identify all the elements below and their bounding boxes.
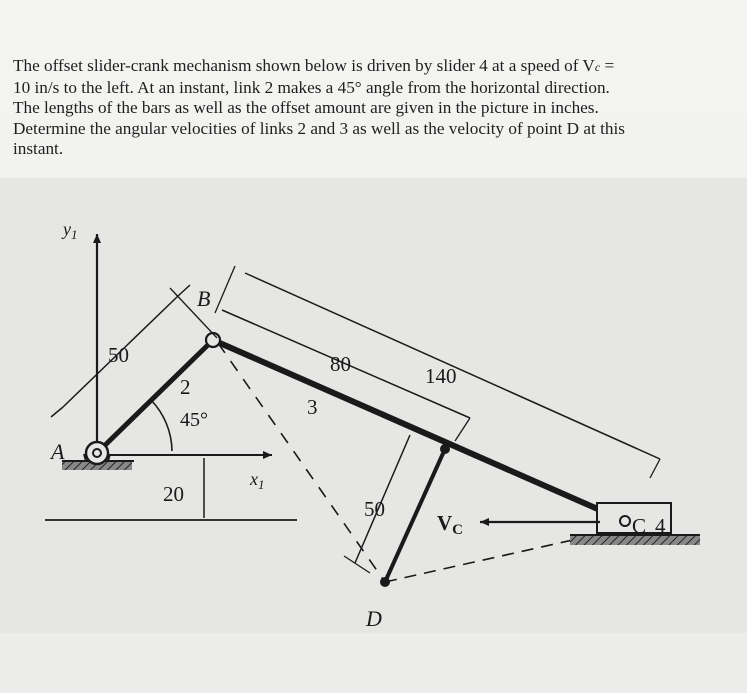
link-3-coupler [213,340,625,521]
joint-on-coupler [440,444,450,454]
problem-statement [13,56,738,160]
problem-line-2: 10 in/s to the left. At an instant, link 2 makes a 45° angle from the horizontal direction. [13,77,610,97]
label-C: C [632,514,647,538]
label-4: 4 [655,514,666,538]
speed-sub: c [594,60,601,74]
mechanism-svg [0,178,747,633]
pin-C [620,516,630,526]
label-x1: $x_1$ [250,469,265,492]
problem-line-3: The lengths of the bars as well as the offset amount are given in the picture in inches. [13,98,599,117]
mechanism-figure [0,178,747,633]
label-link-3: 3 [307,395,318,419]
point-D-dot [380,577,390,587]
problem-line-5: instant. [13,139,64,158]
label-B: B [197,286,211,311]
dashed-line-CD [385,535,595,582]
angle-arc-45 [151,400,172,451]
label-y1: $y_1$ [63,219,78,242]
link-3-arm-D [385,449,445,582]
label-Vc: VC [437,511,464,538]
pin-A-inner [93,449,101,457]
label-link-2: 2 [180,375,191,399]
label-D: D [366,606,382,631]
pin-B [206,333,220,347]
problem-line-4: Determine the angular velocities of links 2 and 3 as well as the velocity of point D at this [13,118,625,138]
problem-line-1: The offset slider-crank mechanism shown below is driven by slider 4 at a speed of Vc = [13,56,615,75]
label-dim-50-crank: 50 [108,343,129,367]
label-angle-45: 45° [180,409,208,431]
label-dim-80: 80 [330,352,351,376]
label-dim-50-D: 50 [364,497,385,521]
label-dim-20: 20 [163,482,184,506]
label-A: A [51,439,65,464]
label-dim-140: 140 [425,364,457,388]
